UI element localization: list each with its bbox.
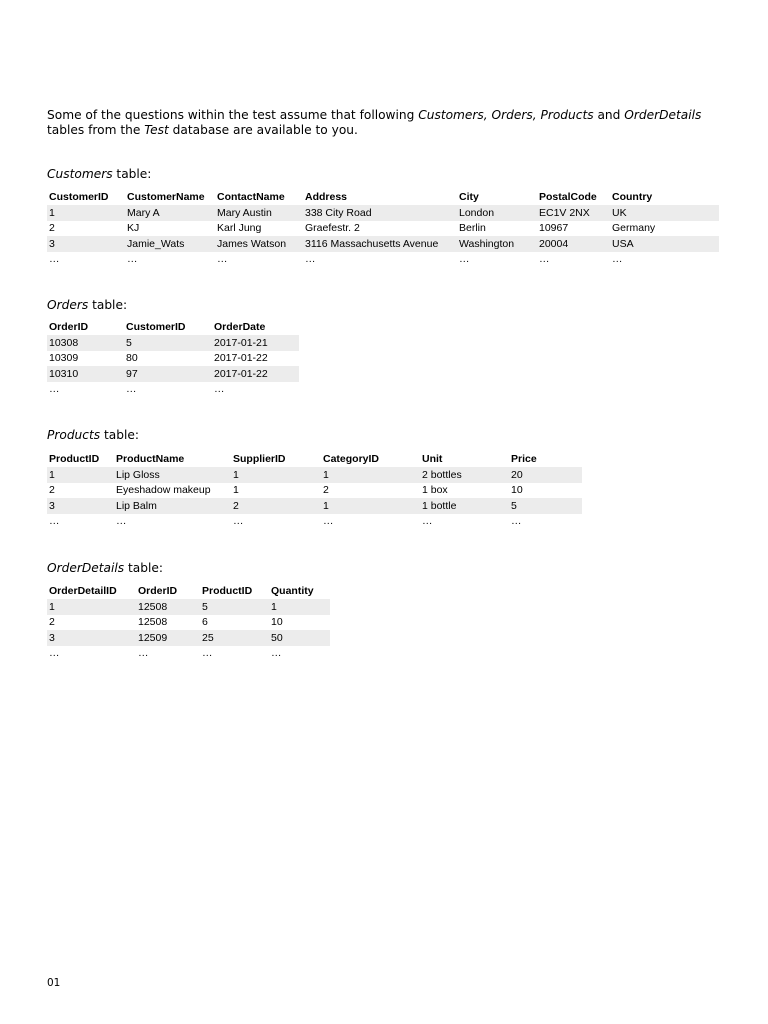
header-row — [47, 582, 330, 599]
table-row — [47, 205, 719, 221]
column-header: Price — [511, 452, 537, 465]
caption-table-name: Orders — [47, 298, 89, 312]
table-cell: Washington — [457, 236, 537, 252]
intro-database-name: Test — [144, 123, 169, 137]
table-cell: 5 — [124, 335, 212, 351]
column-header: Address — [305, 190, 348, 203]
table-cell: … — [539, 253, 550, 266]
column-header: Unit — [422, 452, 443, 465]
table-cell: … — [511, 515, 522, 528]
table-cell: 6 — [202, 616, 208, 629]
table-cell: Lip Balm — [114, 498, 231, 514]
intro-text: tables from the — [47, 123, 145, 137]
table-cell: 2 — [323, 484, 329, 497]
table-cell: 1 — [47, 205, 125, 221]
table-cell: 2017-01-21 — [212, 335, 299, 351]
table-row — [47, 252, 719, 268]
table-cell: 10 — [271, 616, 283, 629]
table-cell: … — [126, 383, 137, 396]
table-cell: 12508 — [136, 599, 200, 615]
column-header: SupplierID — [233, 452, 286, 465]
table-cell: 20004 — [537, 236, 610, 252]
table-cell: … — [323, 515, 334, 528]
table-cell: 2 — [231, 498, 321, 514]
column-header: CustomerName — [127, 190, 205, 203]
intro-table-name: OrderDetails — [624, 108, 702, 122]
table-cell: … — [202, 647, 213, 660]
column-header: Country — [612, 190, 653, 203]
orderdetails-table — [47, 582, 330, 661]
table-cell: 1 — [269, 599, 330, 615]
table-cell: 3 — [47, 236, 125, 252]
table-cell: … — [49, 647, 60, 660]
table-cell: … — [612, 253, 623, 266]
table-cell: … — [49, 383, 60, 396]
column-header: OrderID — [49, 320, 89, 333]
table-row — [47, 236, 719, 252]
table-row — [47, 514, 582, 530]
orders-caption — [47, 298, 127, 312]
table-cell: Mary A — [125, 205, 215, 221]
column-header: CustomerID — [49, 190, 109, 203]
orders-table — [47, 318, 299, 397]
intro-text: database are available to you. — [168, 123, 358, 137]
table-cell: 2 — [49, 616, 55, 629]
table-cell: EC1V 2NX — [537, 205, 610, 221]
column-header: OrderDate — [214, 320, 266, 333]
table-cell: 20 — [509, 467, 582, 483]
caption-suffix: table: — [100, 428, 139, 442]
table-cell: … — [49, 515, 60, 528]
table-row — [47, 498, 582, 514]
caption-table-name: Products — [47, 428, 101, 442]
header-row — [47, 450, 582, 467]
table-cell: … — [459, 253, 470, 266]
table-cell: 1 bottle — [420, 498, 509, 514]
table-cell: … — [305, 253, 316, 266]
table-cell: 338 City Road — [303, 205, 457, 221]
table-cell: … — [214, 383, 225, 396]
column-header: City — [459, 190, 479, 203]
table-cell: 80 — [126, 352, 138, 365]
table-cell: … — [422, 515, 433, 528]
table-cell: 1 — [233, 484, 239, 497]
column-header: ProductID — [49, 452, 100, 465]
table-cell: James Watson — [215, 236, 303, 252]
table-cell: 12508 — [138, 616, 168, 629]
column-header: Quantity — [271, 584, 314, 597]
table-cell: Lip Gloss — [114, 467, 231, 483]
table-cell: 1 box — [422, 484, 448, 497]
table-row — [47, 467, 582, 483]
products-table — [47, 450, 582, 529]
table-row — [47, 382, 299, 398]
orderdetails-caption — [47, 561, 163, 575]
intro-text: Some of the questions within the test assume that following — [47, 108, 419, 122]
table-cell: 12509 — [136, 630, 200, 646]
table-cell: 25 — [200, 630, 269, 646]
table-cell: … — [127, 253, 138, 266]
intro-table-names: Customers, Orders, Products — [418, 108, 594, 122]
table-cell: … — [217, 253, 228, 266]
products-caption — [47, 428, 139, 442]
table-cell: 1 — [321, 498, 420, 514]
table-row — [47, 599, 330, 615]
caption-suffix: table: — [124, 561, 163, 575]
table-cell: 1 — [321, 467, 420, 483]
table-cell: … — [138, 647, 149, 660]
table-cell: KJ — [127, 222, 140, 235]
table-cell: 97 — [124, 366, 212, 382]
column-header: ProductID — [202, 584, 253, 597]
table-row — [47, 351, 299, 367]
caption-table-name: OrderDetails — [47, 561, 125, 575]
table-cell: Graefestr. 2 — [305, 222, 360, 235]
table-cell: 5 — [509, 498, 582, 514]
table-cell: 2 bottles — [420, 467, 509, 483]
caption-suffix: table: — [112, 167, 152, 181]
table-row — [47, 221, 719, 237]
caption-suffix: table: — [88, 298, 128, 312]
customers-caption — [47, 167, 151, 181]
intro-paragraph — [47, 108, 727, 138]
intro-text: and — [593, 108, 625, 122]
table-cell: 10308 — [47, 335, 124, 351]
table-cell: Eyeshadow makeup — [116, 484, 211, 497]
table-row — [47, 335, 299, 351]
table-cell: Karl Jung — [217, 222, 262, 235]
table-cell: 10310 — [47, 366, 124, 382]
table-cell: 2017-01-22 — [212, 366, 299, 382]
table-cell: 2 — [49, 222, 55, 235]
table-cell: 2017-01-22 — [214, 352, 268, 365]
table-cell: 2 — [49, 484, 55, 497]
column-header: CategoryID — [323, 452, 380, 465]
table-cell: Germany — [612, 222, 656, 235]
table-cell: … — [233, 515, 244, 528]
table-cell: 3 — [47, 630, 136, 646]
table-cell: 1 — [47, 467, 114, 483]
column-header: PostalCode — [539, 190, 597, 203]
header-row — [47, 188, 719, 205]
table-cell: 10 — [511, 484, 523, 497]
table-cell: … — [49, 253, 60, 266]
column-header: OrderID — [138, 584, 178, 597]
table-row — [47, 646, 330, 662]
table-cell: 1 — [231, 467, 321, 483]
table-cell: Berlin — [459, 222, 486, 235]
column-header: ProductName — [116, 452, 185, 465]
table-cell: 1 — [47, 599, 136, 615]
table-cell: … — [116, 515, 127, 528]
table-cell: 5 — [200, 599, 269, 615]
header-row — [47, 318, 299, 335]
table-cell: 3116 Massachusetts Avenue — [303, 236, 457, 252]
table-cell: 10309 — [49, 352, 79, 365]
column-header: ContactName — [217, 190, 285, 203]
table-cell: Jamie_Wats — [125, 236, 215, 252]
table-cell: UK — [610, 205, 719, 221]
page-number: 01 — [47, 977, 61, 989]
table-cell: London — [457, 205, 537, 221]
column-header: OrderDetailID — [49, 584, 117, 597]
table-cell: 10967 — [539, 222, 569, 235]
customers-table — [47, 188, 719, 267]
table-row — [47, 483, 582, 499]
caption-table-name: Customers — [47, 167, 113, 181]
table-row — [47, 615, 330, 631]
table-cell: … — [271, 647, 282, 660]
table-row — [47, 630, 330, 646]
table-row — [47, 366, 299, 382]
column-header: CustomerID — [126, 320, 186, 333]
table-cell: USA — [610, 236, 719, 252]
table-cell: 50 — [269, 630, 330, 646]
table-cell: Mary Austin — [215, 205, 303, 221]
table-cell: 3 — [47, 498, 114, 514]
